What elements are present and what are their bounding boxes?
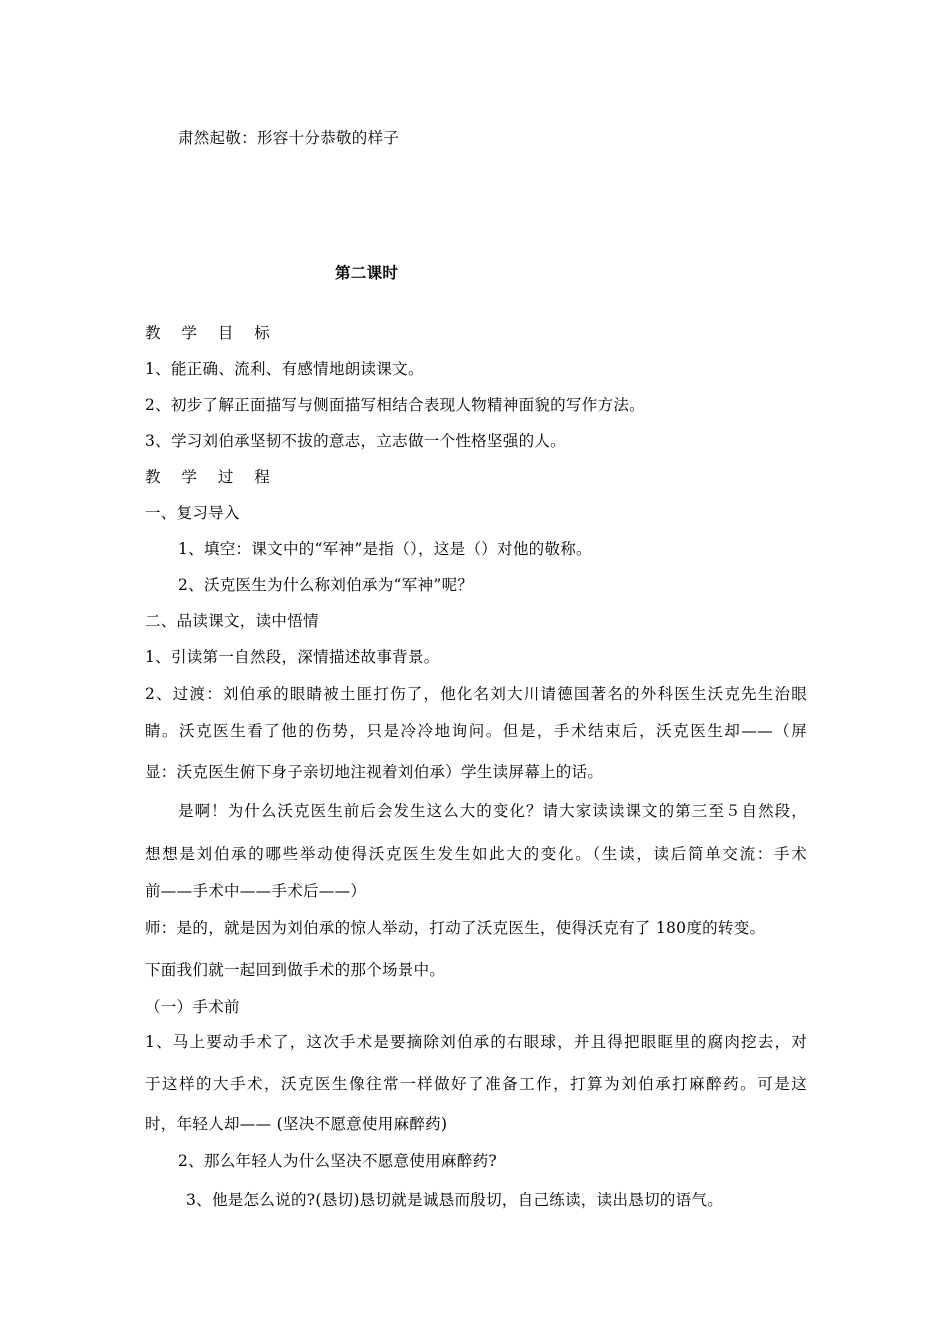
objective-item: 3、学习刘伯承坚韧不拔的意志，立志做一个性格坚强的人。 [145, 432, 566, 450]
subsection-title: （一）手术前 [145, 998, 240, 1016]
transition-line: 睛。沃克医生看了他的伤势，只是冷冷地询问。但是，手术结束后，沃克医生却——（屏 [145, 722, 807, 740]
objective-item: 1、能正确、流利、有感情地朗读课文。 [145, 360, 424, 378]
teacher-line: 师：是的，就是因为刘伯承的惊人举动，打动了沃克医生，使得沃克有了 180度的转变。 [145, 919, 766, 937]
section-title: 第二课时 [335, 264, 399, 282]
transition-line: 2、过渡：刘伯承的眼睛被土匪打伤了，他化名刘大川请德国著名的外科医生沃克先生治眼 [145, 685, 807, 703]
reading-item: 1、引读第一自然段，深情描述故事背景。 [145, 648, 440, 666]
review-item: 2、沃克医生为什么称刘伯承为“军神”呢？ [178, 576, 474, 594]
question-paragraph-line: 前——手术中——手术后——） [145, 882, 367, 900]
question-paragraph-line: 想想是刘伯承的哪些举动使得沃克医生发生如此大的变化。（生读，读后简单交流：手术 [145, 845, 807, 863]
pre-surgery-line: 于这样的大手术，沃克医生像往常一样做好了准备工作，打算为刘伯承打麻醉药。可是这 [145, 1075, 807, 1093]
objective-item: 2、初步了解正面描写与侧面描写相结合表现人物精神面貌的写作方法。 [145, 396, 645, 414]
vocab-note: 肃然起敬：形容十分恭敬的样子 [178, 129, 400, 147]
part-title: 一、复习导入 [145, 504, 240, 522]
process-heading: 教 学 过 程 [145, 468, 278, 486]
pre-surgery-line: 时，年轻人却—— (坚决不愿意使用麻醉药) [145, 1115, 448, 1133]
transition-line: 显：沃克医生俯下身子亲切地注视着刘伯承）学生读屏幕上的话。 [145, 763, 604, 781]
pre-surgery-item: 2、那么年轻人为什么坚决不愿意使用麻醉药? [178, 1152, 497, 1170]
part-title: 二、品读课文，读中悟情 [145, 612, 319, 630]
pre-surgery-line: 1、马上要动手术了，这次手术是要摘除刘伯承的右眼球，并且得把眼眶里的腐肉挖去，对 [145, 1033, 807, 1051]
pre-surgery-item: 3、他是怎么说的?(恳切)恳切就是诚恳而殷切，自己练读，读出恳切的语气。 [186, 1191, 724, 1209]
review-item: 1、填空：课文中的“军神”是指（），这是（）对他的敬称。 [178, 540, 592, 558]
teacher-line: 下面我们就一起回到做手术的那个场景中。 [145, 961, 446, 979]
question-paragraph-line: 是啊！为什么沃克医生前后会发生这么大的变化？请大家读读课文的第三至５自然段， [178, 802, 807, 820]
objectives-heading: 教 学 目 标 [145, 324, 278, 342]
